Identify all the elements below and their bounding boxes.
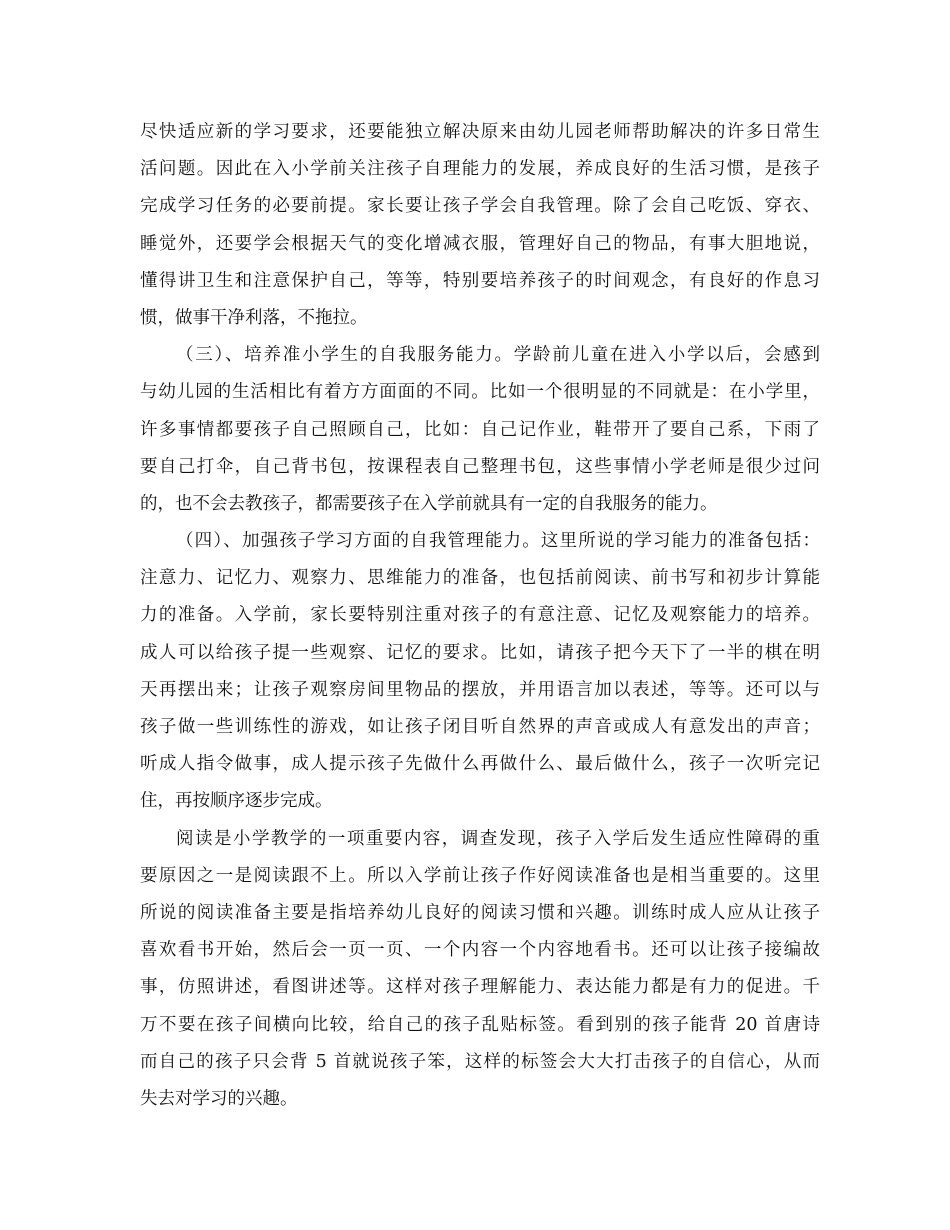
text-line: 注意力、记忆力、观察力、思维能力的准备，也包括前阅读、前书写和初步计算能 (140, 568, 820, 589)
text-line: 懂得讲卫生和注意保护自己，等等，特别要培养孩子的时间观念，有良好的作息习 (140, 270, 820, 291)
text-line: 尽快适应新的学习要求，还要能独立解决原来由幼儿园老师帮助解决的许多日常生 (140, 122, 820, 142)
text-line: （三）、培养准小学生的自我服务能力。学龄前儿童在进入小学以后，会感到 (176, 345, 820, 366)
text-line: 听成人指令做事，成人提示孩子先做什么再做什么、最后做什么，孩子一次听完记 (140, 754, 820, 775)
paragraph-self-service (140, 337, 820, 523)
text-line: 而自己的孩子只会背 5 首就说孩子笨，这样的标签会大大打击孩子的自信心，从而 (140, 1051, 820, 1072)
text-line: 喜欢看书开始，然后会一页一页、一个内容一个内容地看书。还可以让孩子接编故 (140, 940, 820, 961)
text-line: 完成学习任务的必要前提。家长要让孩子学会自我管理。除了会自己吃饭、穿衣、 (140, 196, 820, 217)
text-line: 成人可以给孩子提一些观察、记忆的要求。比如，请孩子把今天下了一半的棋在明 (140, 642, 820, 663)
text-line: 力的准备。入学前，家长要特别注重对孩子的有意注意、记忆及观察能力的培养。 (140, 605, 820, 626)
text-line: （四）、加强孩子学习方面的自我管理能力。这里所说的学习能力的准备包括： (176, 531, 820, 552)
text-line: 惯，做事干净利落，不拖拉。 (140, 307, 368, 328)
text-line: 许多事情都要孩子自己照顾自己，比如：自己记作业，鞋带开了要自己系，下雨了 (140, 419, 820, 440)
text-line: 与幼儿园的生活相比有着方方面面的不同。比如一个很明显的不同就是：在小学里， (140, 382, 820, 403)
paragraph-self-care (140, 114, 820, 337)
text-line: 的，也不会去教孩子，都需要孩子在入学前就具有一定的自我服务的能力。 (140, 493, 718, 514)
text-line: 失去对学习的兴趣。 (140, 1088, 298, 1109)
text-line: 阅读是小学教学的一项重要内容，调查发现，孩子入学后发生适应性障碍的重 (176, 828, 820, 849)
text-line: 万不要在孩子间横向比较，给自己的孩子乱贴标签。看到别的孩子能背 20 首唐诗 (140, 1014, 820, 1035)
text-line: 孩子做一些训练性的游戏，如让孩子闭目听自然界的声音或成人有意发出的声音； (140, 717, 820, 737)
paragraph-learning-management (140, 523, 820, 821)
text-line: 住，再按顺序逐步完成。 (140, 791, 333, 812)
text-line: 所说的阅读准备主要是指培养幼儿良好的阅读习惯和兴趣。训练时成人应从让孩子 (140, 902, 820, 923)
text-line: 要原因之一是阅读跟不上。所以入学前让孩子作好阅读准备也是相当重要的。这里 (140, 865, 820, 886)
paragraph-reading-preparation (140, 821, 820, 1119)
text-line: 要自己打伞，自己背书包，按课程表自己整理书包，这些事情小学老师是很少过问 (140, 456, 820, 477)
text-line: 天再摆出来；让孩子观察房间里物品的摆放，并用语言加以表述，等等。还可以与 (140, 679, 820, 700)
text-line: 事，仿照讲述，看图讲述等。这样对孩子理解能力、表达能力都是有力的促进。千 (140, 977, 820, 998)
text-line: 活问题。因此在入小学前关注孩子自理能力的发展，养成良好的生活习惯，是孩子 (140, 159, 820, 180)
text-line: 睡觉外，还要学会根据天气的变化增减衣服，管理好自己的物品，有事大胆地说， (140, 233, 820, 254)
document-body (140, 114, 820, 1118)
